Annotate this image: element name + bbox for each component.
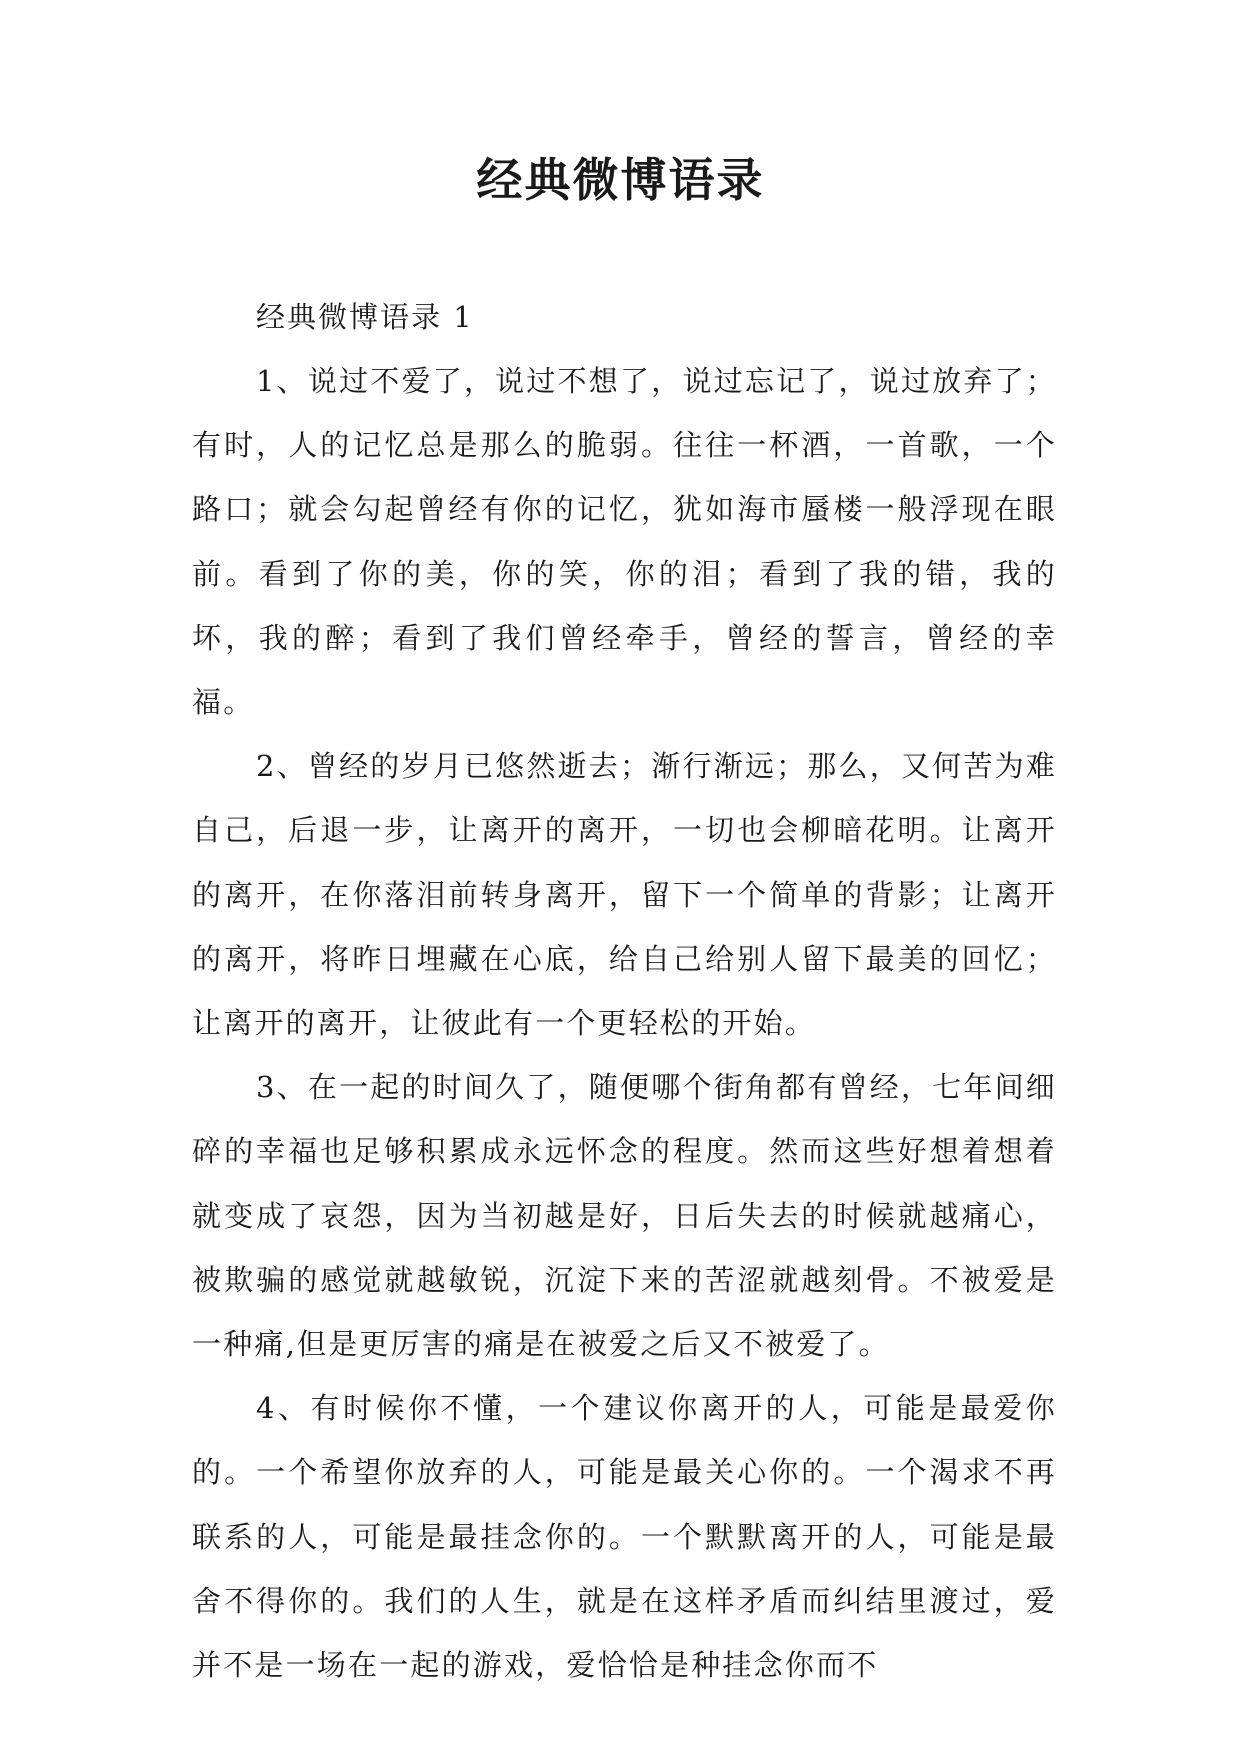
paragraph-4: 4、有时候你不懂，一个建议你离开的人，可能是最爱你的。一个希望你放弃的人，可能是最关心你的。一个渴求不再联系的人，可能是最挂念你的。一个默默离开的人，可能是最舍不得你的。我们的人生，就是在这样矛盾而纠结里渡过，爱并不是一场在一起的游戏，爱恰恰是种挂念你而不 — [192, 1391, 1057, 1683]
paragraph-1: 1、说过不爱了，说过不想了，说过忘记了，说过放弃了；有时，人的记忆总是那么的脆弱。往往一杯酒，一首歌，一个路口；就会勾起曾经有你的记忆，犹如海市蜃楼一般浮现在眼前。看到了你的美，你的笑，你的泪；看到了我的错，我的坏，我的醉；看到了我们曾经牵手，曾经的誓言，曾经的幸福。 — [192, 364, 1057, 720]
document-title: 经典微博语录 — [476, 153, 765, 207]
document-body — [192, 285, 1057, 1697]
paragraph-2: 2、曾经的岁月已悠然逝去；渐行渐远；那么，又何苦为难自己，后退一步，让离开的离开，一切也会柳暗花明。让离开的离开，在你落泪前转身离开，留下一个简单的背影；让离开的离开，将昨日埋藏在心底，给自己给别人留下最美的回忆；让离开的离开，让彼此有一个更轻松的开始。 — [192, 749, 1057, 1041]
section-heading: 经典微博语录 1 — [256, 300, 474, 334]
paragraph-3: 3、在一起的时间久了，随便哪个街角都有曾经，七年间细碎的幸福也足够积累成永远怀念的程度。然而这些好想着想着就变成了哀怨，因为当初越是好，日后失去的时候就越痛心，被欺骗的感觉就越敏锐，沉淀下来的苦涩就越刻骨。不被爱是一种痛,但是更厉害的痛是在被爱之后又不被爱了。 — [192, 1070, 1057, 1362]
